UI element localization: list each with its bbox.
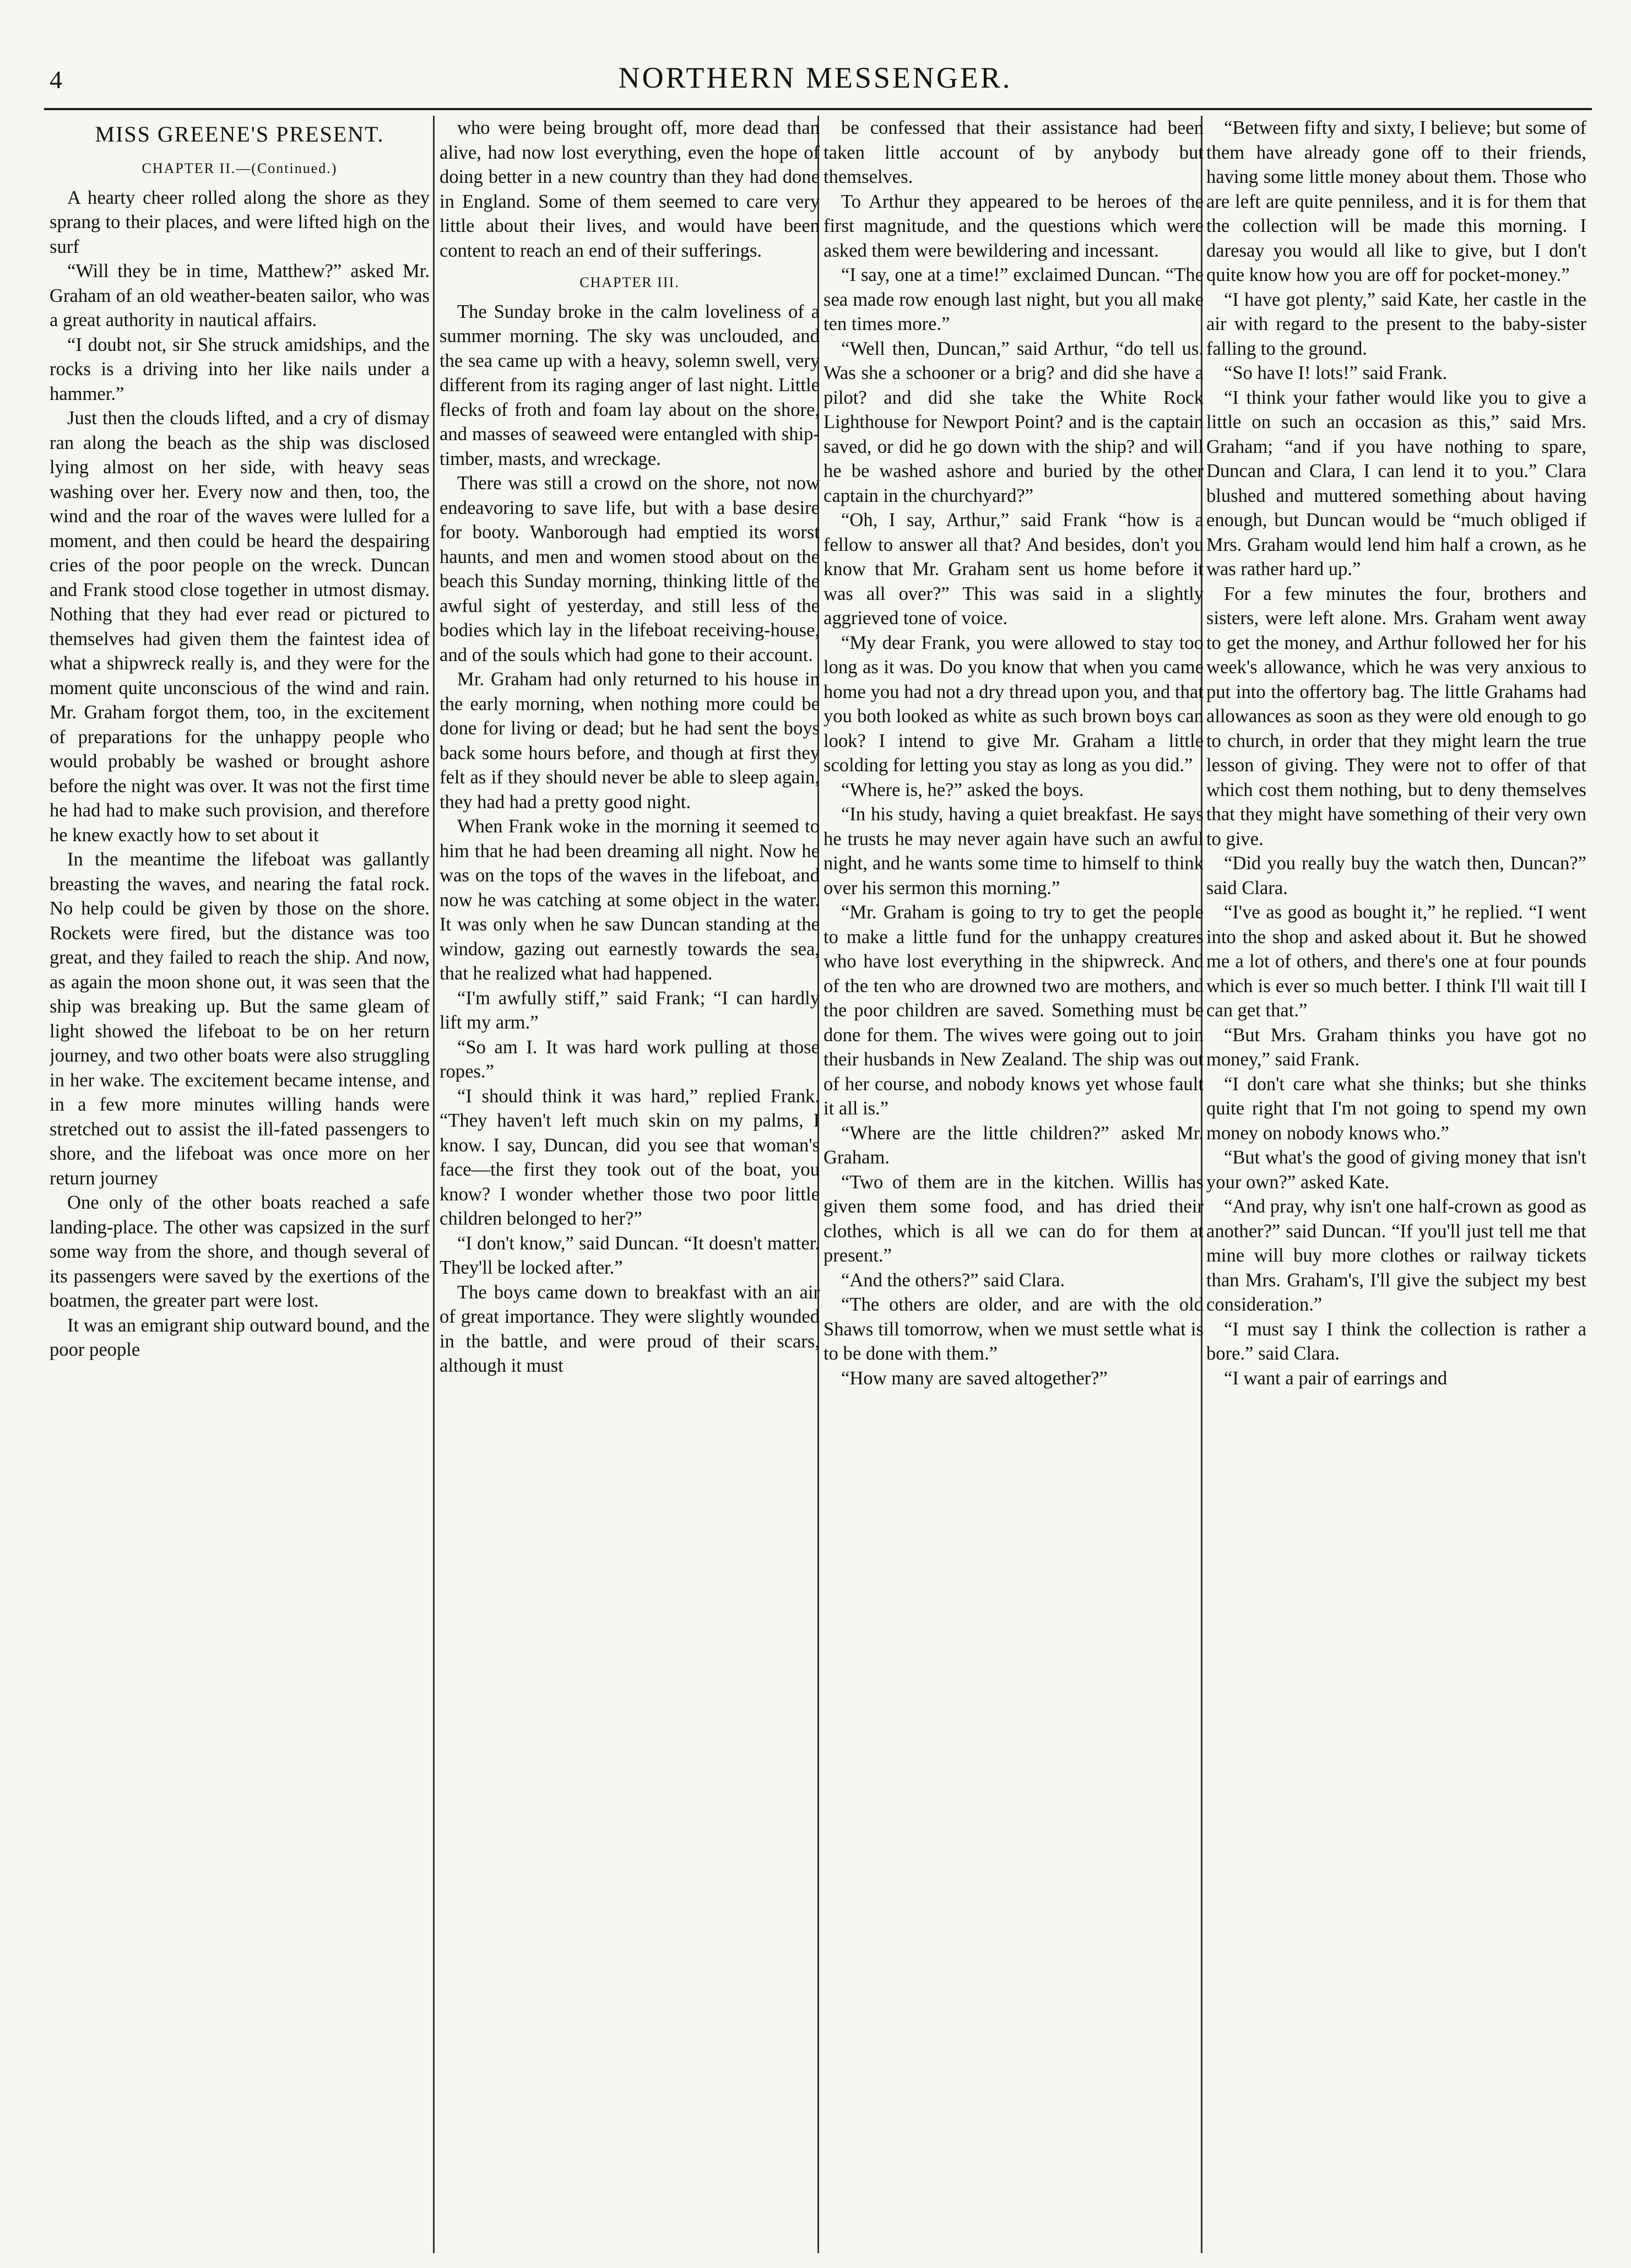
page-header <box>39 61 1592 105</box>
paragraph: “I have got plenty,” said Kate, her castle in the air with regard to the present to the baby-sister falling to the ground. <box>1206 289 1586 359</box>
paragraph: Just then the clouds lifted, and a cry of dismay ran along the beach as the ship was disclosed lying almost on her side, with heavy seas washing over her. Every now and then, too, the wind and the roar of the waves were lulled for a moment, and then could be heard the despairing cries of the poor people on the wreck. Duncan and Frank stood close together in utmost dismay. Nothing that they had ever read or pictured to themselves had given them the faintest idea of what a shipwreck really is, and they were for the moment quite unconscious of the wind and rain. Mr. Graham forgot them, too, in the excitement of preparations for the unhappy people who would probably be washed or brought ashore before the night was over. It was not the first time he had had to make such provision, and therefore he knew exactly how to set about it <box>50 408 430 846</box>
paragraph: be confessed that their assistance had been taken little account of by anybody but themselves. <box>823 117 1204 187</box>
column-2 <box>440 116 820 2253</box>
column-2-text-top <box>440 116 820 263</box>
paragraph: “How many are saved altogether?” <box>841 1367 1108 1389</box>
story-title: MISS GREENE'S PRESENT. <box>95 122 384 147</box>
column-3 <box>823 116 1204 2253</box>
paragraph: When Frank woke in the morning it seemed to him that he had been dreaming all night. Now he was on the tops of the waves in the lifeboat, and now he was catching at some object in the water. It was only when he saw Duncan standing at the window, gazing out earnestly towards the sea, that he realized what had happened. <box>440 816 820 984</box>
paragraph: One only of the other boats reached a safe landing-place. The other was capsized in the surf some way from the shore, and though several of its passengers were saved by the exertions of the boatmen, the greater part were lost. <box>50 1192 430 1311</box>
paragraph: “And pray, why isn't one half-crown as good as another?” said Duncan. “If you'll just tell me that mine will buy more clothes or railway tickets than Mrs. Graham's, I'll give the subject my best consideration.” <box>1206 1196 1586 1315</box>
paragraph: “Mr. Graham is going to try to get the people to make a little fund for the unhappy creatures who have lost everything in the shipwreck. And of the ten who are drowned two are mothers, and the poor children are saved. Something must be done for them. The wives were going out to join their husbands in New Zealand. The ship was out of her course, and nobody knows yet whose fault it all is.” <box>823 902 1204 1119</box>
paragraph: “I doubt not, sir She struck amidships, and the rocks is a driving into her like nails under a hammer.” <box>50 334 430 404</box>
paragraph: “I don't care what she thinks; but she thinks quite right that I'm not going to spend my own money on nobody knows who.” <box>1206 1073 1586 1144</box>
chapter-heading: CHAPTER II.—(Continued.) <box>142 160 338 176</box>
paragraph: There was still a crowd on the shore, not now endeavoring to save life, but with a base desire for booty. Wanborough had emptied its worst haunts, and men and women stood about on the beach this Sunday morning, thinking little of the awful sight of yesterday, and still less of the bodies which lay in the lifeboat receiving-house, and of the souls which had gone to their account. <box>440 473 820 665</box>
paragraph: To Arthur they appeared to be heroes of the first magnitude, and the questions which were asked them were bewildering and incessant. <box>823 191 1204 261</box>
page-number: 4 <box>50 66 62 94</box>
paragraph: “So have I! lots!” said Frank. <box>1224 362 1448 383</box>
paragraph: “Between fifty and sixty, I believe; but some of them have already gone off to their friends, having some little money about them. Those who are left are quite penniless, and it is for them that the collection will be made this morning. I daresay you would all like to give, but I don't quite know how you are off for pocket-money.” <box>1206 117 1586 285</box>
paragraph: For a few minutes the four, brothers and sisters, were left alone. Mrs. Graham went away to get the money, and Arthur followed her for his week's allowance, which he was very anxious to put into the offertory bag. The little Grahams had allowances as soon as they were old enough to go to church, in order that they might learn the true lesson of giving. They were not to offer of that which cost them nothing, but to deny themselves that they might have something of their very own to give. <box>1206 583 1586 849</box>
paragraph: “Two of them are in the kitchen. Willis has given them some food, and has dried their clothes, which is all we can do for them at present.” <box>823 1171 1204 1266</box>
paragraph: “Where are the little children?” asked Mr. Graham. <box>823 1122 1204 1168</box>
paragraph: “Oh, I say, Arthur,” said Frank “how is a fellow to answer all that? And besides, don't you know that Mr. Graham sent us home before it was all over?” This was said in a slightly aggrieved tone of voice. <box>823 510 1204 629</box>
paragraph: “I want a pair of earrings and <box>1224 1367 1448 1389</box>
column-3-text <box>823 116 1204 1390</box>
paragraph: “I don't know,” said Duncan. “It doesn't matter. They'll be locked after.” <box>440 1232 820 1278</box>
column-separator <box>433 116 435 2253</box>
paragraph: A hearty cheer rolled along the shore as they sprang to their places, and were lifted high on the surf <box>50 187 430 257</box>
column-4 <box>1206 116 1586 2253</box>
paragraph: who were being brought off, more dead than alive, had now lost everything, even the hope of doing better in a new country than they had done in England. Some of them seemed to care very little about their lives, and would have been content to reach an end of their sufferings. <box>440 117 820 261</box>
paragraph: “So am I. It was hard work pulling at those ropes.” <box>440 1036 820 1082</box>
masthead-title: NORTHERN MESSENGER. <box>618 61 1012 94</box>
paragraph: “I should think it was hard,” replied Frank. “They haven't left much skin on my palms, I know. I say, Duncan, did you see that woman's face—the first they took out of the boat, you know? I wonder whether those two poor little children belonged to her?” <box>440 1085 820 1229</box>
paragraph: “Did you really buy the watch then, Duncan?” said Clara. <box>1206 853 1586 898</box>
paragraph: “Well then, Duncan,” said Arthur, “do tell us. Was she a schooner or a brig? and did she have a pilot? and did she take the White Rock Lighthouse for Newport Point? and is the captain saved, or did he go down with the ship? and will he be washed ashore and buried by the other captain in the churchyard?” <box>823 338 1204 506</box>
paragraph: “I say, one at a time!” exclaimed Duncan. “The sea made row enough last night, but you all make ten times more.” <box>823 264 1204 334</box>
paragraph: “I think your father would like you to give a little on such an occasion as this,” said Mrs. Graham; “and if you have nothing to spare, Duncan and Clara, I can lend it to you.” Clara blushed and muttered something about having enough, but Duncan would be “much obliged if Mrs. Graham would lend him half a crown, as he was rather hard up.” <box>1206 387 1586 580</box>
paragraph: “But what's the good of giving money that isn't your own?” asked Kate. <box>1206 1147 1586 1193</box>
paragraph: “Where is, he?” asked the boys. <box>841 779 1084 800</box>
paragraph: Mr. Graham had only returned to his house in the early morning, when nothing more could be done for living or dead; but he had sent the boys back some hours before, and though at first they felt as if they should never be able to sleep again, they had had a pretty good night. <box>440 669 820 813</box>
chapter-heading: CHAPTER III. <box>579 274 680 290</box>
column-2-text <box>440 300 820 1378</box>
column-4-text <box>1206 116 1586 1390</box>
paragraph: “And the others?” said Clara. <box>841 1269 1065 1291</box>
paragraph: “But Mrs. Graham thinks you have got no money,” said Frank. <box>1206 1024 1586 1070</box>
paragraph: “My dear Frank, you were allowed to stay too long as it was. Do you know that when you came home you had not a dry thread upon you, and that you both looked as white as such brown boys can look? I intend to give Mr. Graham a little scolding for letting you stay as long as you did.” <box>823 632 1204 776</box>
paragraph: In the meantime the lifeboat was gallantly breasting the waves, and nearing the fatal rock. No help could be given by those on the shore. Rockets were fired, but the distance was too great, and they failed to reach the ship. And now, as again the moon shone out, it was seen that the ship was breaking up. But the same gleam of light showed the lifeboat to be on her return journey, and two other boats were also struggling in her wake. The excitement became intense, and in a few more minutes willing hands were stretched out to assist the ill-fated passengers to shore, and the lifeboat was once more on her return journey <box>50 849 430 1189</box>
paragraph: “In his study, having a quiet breakfast. He says he trusts he may never again have such an awful night, and he wants some time to himself to think over his sermon this morning.” <box>823 804 1204 898</box>
paragraph: It was an emigrant ship outward bound, and the poor people <box>50 1314 430 1360</box>
paragraph: “I must say I think the collection is rather a bore.” said Clara. <box>1206 1318 1586 1364</box>
paragraph: “Will they be in time, Matthew?” asked Mr. Graham of an old weather-beaten sailor, who was a great authority in nautical affairs. <box>50 261 430 331</box>
column-1 <box>50 116 430 2253</box>
paragraph: “I'm awfully stiff,” said Frank; “I can hardly lift my arm.” <box>440 987 820 1033</box>
paragraph: “The others are older, and are with the old Shaws till tomorrow, when we must settle what is to be done with them.” <box>823 1294 1204 1364</box>
paragraph: “I've as good as bought it,” he replied. “I went into the shop and asked about it. But he showed me a lot of others, and there's one at four pounds which is ever so much better. I think I'll wait till I can get that.” <box>1206 902 1586 1021</box>
header-rule <box>44 108 1592 110</box>
paragraph: The boys came down to breakfast with an air of great importance. They were slightly wounded in the battle, and were proud of their scars, although it must <box>440 1281 820 1376</box>
paragraph: The Sunday broke in the calm loveliness of a summer morning. The sky was unclouded, and the sea came up with a heavy, solemn swell, very different from its raging anger of last night. Little flecks of froth and foam lay about on the shore, and masses of seaweed were entangled with ship-timber, masts, and wreckage. <box>440 301 820 469</box>
column-1-text <box>50 186 430 1362</box>
